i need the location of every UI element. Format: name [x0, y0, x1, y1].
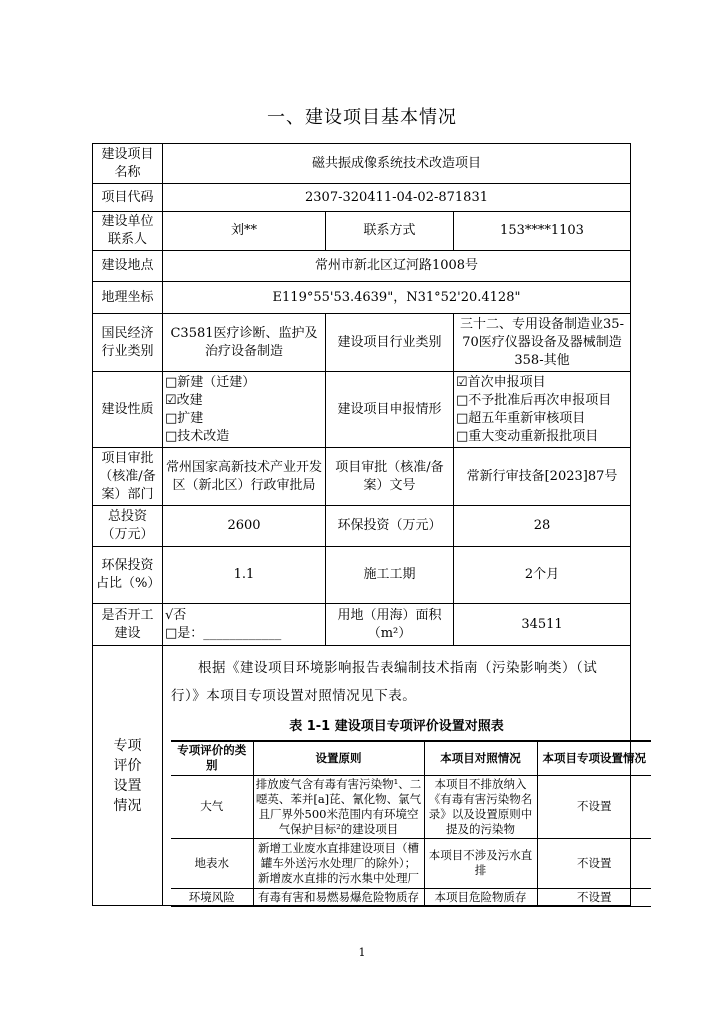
table-row: [171, 838, 651, 888]
project-code-value: 2307-320411-04-02-871831: [163, 184, 631, 212]
row-setting: 不设置: [537, 775, 651, 838]
row-category: 环境风险: [171, 888, 253, 906]
row-principle: 排放废气含有毒有害污染物¹、二噁英、苯并[a]芘、氰化物、氯气且厂界外500米范围内有环境空气保护目标²的建设项目: [253, 775, 424, 838]
nature-option-tech[interactable]: □技术改造: [165, 428, 230, 444]
contact-value: 刘**: [163, 212, 326, 251]
table-row: [171, 775, 651, 838]
started-option-yes[interactable]: [165, 625, 322, 643]
special-table: [171, 740, 651, 907]
table-row: [93, 646, 631, 906]
table-1-1-title: 表 1-1 建设项目专项评价设置对照表: [289, 719, 504, 734]
row-principle: 新增工业废水直排建设项目（槽罐车外送污水处理厂的除外）；新增废水直排的污水集中处理厂: [253, 838, 424, 888]
table-row: [93, 372, 631, 448]
header-category: 专项评价的类别: [171, 741, 253, 775]
declare-option-resubmit[interactable]: □不予批准后再次申报项目: [456, 392, 612, 408]
env-ratio-label: 环保投资占比（%）: [93, 547, 163, 604]
table-row: [171, 888, 651, 906]
project-name-label: 建设项目名称: [93, 144, 163, 184]
row-setting: 不设置: [537, 888, 651, 906]
investment-label: 总投资（万元）: [93, 506, 163, 547]
row-situation: 本项目危险物质存: [424, 888, 537, 906]
table-row: [93, 251, 631, 282]
page-number: 1: [358, 946, 366, 959]
special-table-header: [171, 741, 651, 775]
page-title: 一、建设项目基本情况: [267, 107, 457, 128]
row-principle: 有毒有害和易燃易爆危险物质存: [253, 888, 424, 906]
project-code-label: 项目代码: [93, 184, 163, 212]
industry-label: 国民经济行业类别: [93, 314, 163, 372]
table-row: [93, 282, 631, 314]
nature-option-new[interactable]: □新建（迁建）: [165, 374, 256, 390]
table-row: [93, 144, 631, 184]
started-option-yes-label: □是：: [165, 625, 204, 641]
row-setting: 不设置: [537, 838, 651, 888]
env-investment-value: 28: [454, 506, 631, 547]
special-label: [93, 646, 163, 906]
row-situation: 本项目不排放纳入《有毒有害污染物名录》以及设置原则中提及的污染物: [424, 775, 537, 838]
env-investment-label: 环保投资（万元）: [326, 506, 454, 547]
investment-value: 2600: [163, 506, 326, 547]
started-label: 是否开工建设: [93, 604, 163, 646]
table-row: [93, 314, 631, 372]
project-industry-label: 建设项目行业类别: [326, 314, 454, 372]
coordinates-label: 地理坐标: [93, 282, 163, 314]
table-row: [93, 506, 631, 547]
approval-number-label: 项目审批（核准/备案）文号: [326, 448, 454, 506]
land-area-label: 用地（用海）面积（m²）: [326, 604, 454, 646]
contact-method-label: 联系方式: [326, 212, 454, 251]
contact-label: 建设单位联系人: [93, 212, 163, 251]
coordinates-value: E119°55'53.4639"，N31°52'20.4128": [163, 282, 631, 314]
contact-method-value: 153****1103: [454, 212, 631, 251]
land-area-value: 34511: [454, 604, 631, 646]
row-situation: 本项目不涉及污水直排: [424, 838, 537, 888]
location-label: 建设地点: [93, 251, 163, 282]
declare-label: 建设项目申报情形: [326, 372, 454, 448]
construction-period-value: 2个月: [454, 547, 631, 604]
project-industry-value: 三十二、专用设备制造业35-70医疗仪器设备及器械制造358-其他: [454, 314, 631, 372]
special-paragraph: 根据《建设项目环境影响报告表编制技术指南（污染影响类）（试行）》本项目专项设置对照情况见下表。: [171, 660, 598, 704]
approval-dept-label: 项目审批（核准/备案）部门: [93, 448, 163, 506]
special-label-text: 专项评价设置情况: [113, 737, 142, 814]
approval-number-value: 常新行审技备[2023]87号: [454, 448, 631, 506]
started-option-no[interactable]: √否: [165, 607, 187, 623]
declare-option-first[interactable]: ☑首次申报项目: [456, 374, 546, 390]
nature-options: [163, 372, 326, 448]
row-category: 地表水: [171, 838, 253, 888]
env-ratio-value: 1.1: [163, 547, 326, 604]
industry-value: C3581医疗诊断、监护及治疗设备制造: [163, 314, 326, 372]
declare-options: [454, 372, 631, 448]
header-setting: 本项目专项设置情况: [537, 741, 651, 775]
started-options: [163, 604, 326, 646]
row-category: 大气: [171, 775, 253, 838]
approval-dept-value: 常州国家高新技术产业开发区（新北区）行政审批局: [163, 448, 326, 506]
header-principle: 设置原则: [253, 741, 424, 775]
table-row: [93, 184, 631, 212]
table-row: [93, 212, 631, 251]
started-blank: ____________: [203, 625, 282, 641]
project-name-value: 磁共振成像系统技术改造项目: [163, 144, 631, 184]
location-value: 常州市新北区辽河路1008号: [163, 251, 631, 282]
basic-info-table: [92, 143, 646, 906]
table-row: [93, 448, 631, 506]
nature-label: 建设性质: [93, 372, 163, 448]
nature-option-rebuild[interactable]: ☑改建: [165, 392, 203, 408]
header-situation: 本项目对照情况: [424, 741, 537, 775]
table-row: [93, 604, 631, 646]
special-content: [163, 646, 646, 906]
nature-option-expand[interactable]: □扩建: [165, 410, 204, 426]
table-row: [93, 547, 631, 604]
declare-option-five-years[interactable]: □超五年重新审核项目: [456, 410, 586, 426]
declare-option-major-change[interactable]: □重大变动重新报批项目: [456, 428, 599, 444]
construction-period-label: 施工工期: [326, 547, 454, 604]
